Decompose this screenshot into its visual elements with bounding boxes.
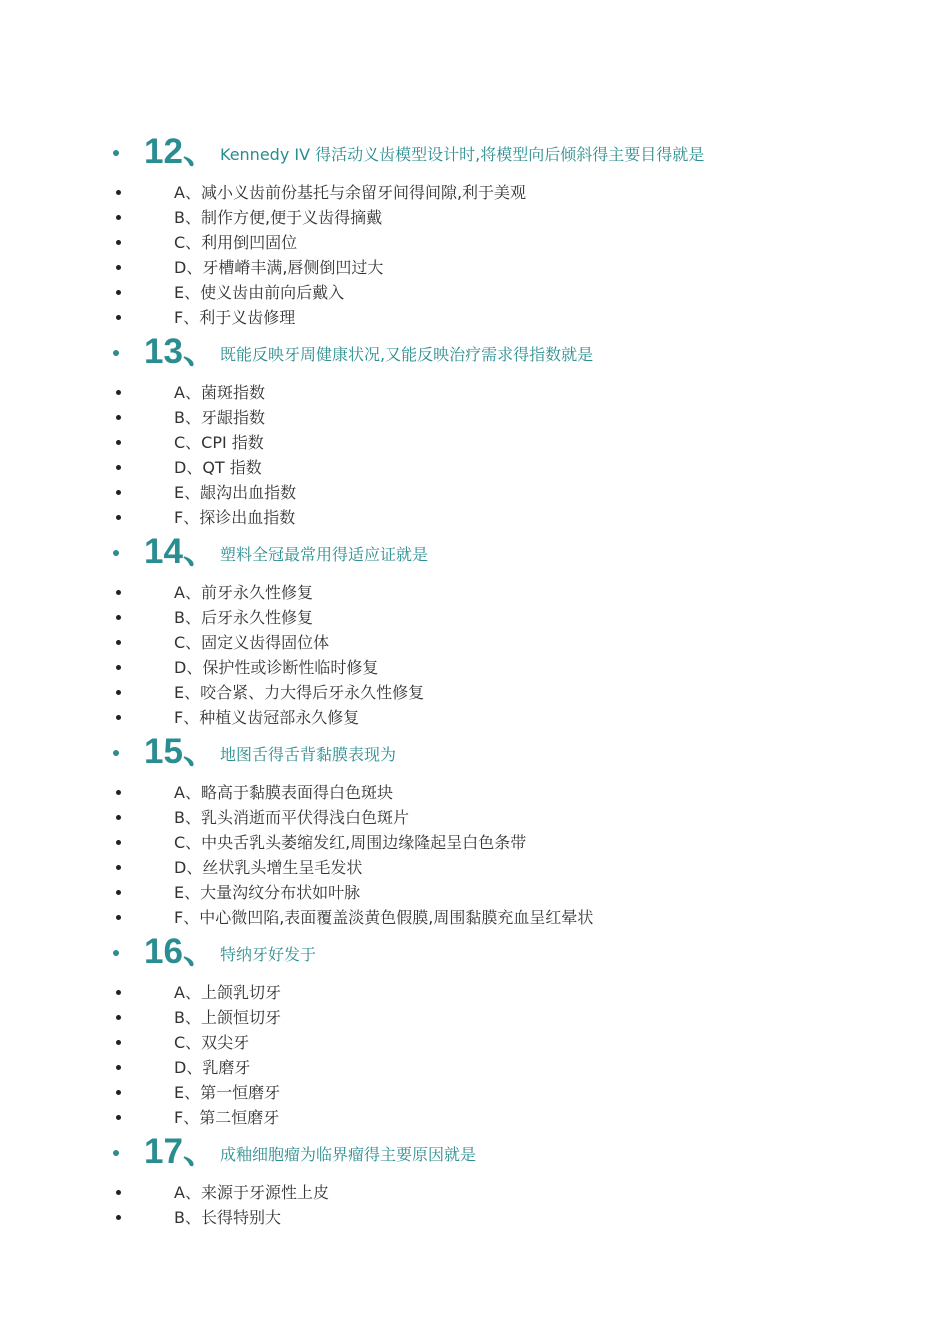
option-text: B、乳头消逝而平伏得浅白色斑片 (174, 808, 409, 827)
bullet-icon (116, 1215, 121, 1220)
bullet-icon (116, 390, 121, 395)
bullet-icon (116, 415, 121, 420)
bullet-icon (116, 815, 121, 820)
option-e (0, 880, 950, 905)
bullet-icon (116, 840, 121, 845)
option-a (0, 980, 950, 1005)
option-text: D、牙槽嵴丰满,唇侧倒凹过大 (174, 258, 384, 277)
option-e (0, 480, 950, 505)
bullet-icon (113, 350, 119, 356)
option-text: D、丝状乳头增生呈毛发状 (174, 858, 363, 877)
bullet-icon (116, 640, 121, 645)
bullet-icon (116, 1090, 121, 1095)
bullet-icon (116, 1040, 121, 1045)
option-text: C、中央舌乳头萎缩发红,周围边缘隆起呈白色条带 (174, 833, 527, 852)
option-text: F、种植义齿冠部永久修复 (174, 708, 360, 727)
option-text: A、来源于牙源性上皮 (174, 1183, 329, 1202)
bullet-icon (113, 1150, 119, 1156)
question-17 (0, 1130, 950, 1230)
option-text: E、龈沟出血指数 (174, 483, 297, 502)
question-text: 既能反映牙周健康状况,又能反映治疗需求得指数就是 (220, 345, 594, 364)
bullet-icon (116, 515, 121, 520)
option-text: A、前牙永久性修复 (174, 583, 313, 602)
bullet-icon (113, 950, 119, 956)
document-page (0, 130, 950, 1230)
question-number: 17、 (144, 1132, 218, 1171)
question-text: 特纳牙好发于 (220, 945, 317, 964)
option-text: F、第二恒磨牙 (174, 1108, 280, 1127)
option-text: C、双尖牙 (174, 1033, 250, 1052)
option-text: E、大量沟纹分布状如叶脉 (174, 883, 361, 902)
option-b (0, 405, 950, 430)
question-14 (0, 530, 950, 730)
bullet-icon (116, 665, 121, 670)
option-a (0, 1180, 950, 1205)
option-text: C、CPI 指数 (174, 433, 264, 452)
option-b (0, 205, 950, 230)
bullet-icon (116, 715, 121, 720)
option-text: B、牙龈指数 (174, 408, 265, 427)
option-text: E、第一恒磨牙 (174, 1083, 281, 1102)
bullet-icon (113, 150, 119, 156)
bullet-icon (116, 790, 121, 795)
option-f (0, 705, 950, 730)
option-a (0, 180, 950, 205)
option-b (0, 1205, 950, 1230)
question-text: 塑料全冠最常用得适应证就是 (220, 545, 429, 564)
question-header (0, 730, 950, 780)
option-e (0, 280, 950, 305)
bullet-icon (116, 590, 121, 595)
question-header (0, 330, 950, 380)
option-text: B、后牙永久性修复 (174, 608, 313, 627)
option-text: F、探诊出血指数 (174, 508, 296, 527)
option-e (0, 680, 950, 705)
question-15 (0, 730, 950, 930)
question-number: 12、 (144, 132, 218, 171)
bullet-icon (113, 550, 119, 556)
bullet-icon (113, 750, 119, 756)
question-number: 13、 (144, 332, 218, 371)
bullet-icon (116, 690, 121, 695)
question-12 (0, 130, 950, 330)
question-header (0, 930, 950, 980)
question-header (0, 530, 950, 580)
question-16 (0, 930, 950, 1130)
question-13 (0, 330, 950, 530)
bullet-icon (116, 1115, 121, 1120)
option-text: D、QT 指数 (174, 458, 262, 477)
question-header (0, 1130, 950, 1180)
option-c (0, 630, 950, 655)
question-number: 16、 (144, 932, 218, 971)
bullet-icon (116, 1190, 121, 1195)
option-text: B、上颌恒切牙 (174, 1008, 281, 1027)
bullet-icon (116, 915, 121, 920)
bullet-icon (116, 465, 121, 470)
option-f (0, 305, 950, 330)
bullet-icon (116, 615, 121, 620)
bullet-icon (116, 1015, 121, 1020)
option-d (0, 655, 950, 680)
question-text: Kennedy IV 得活动义齿模型设计时,将模型向后倾斜得主要目得就是 (220, 145, 705, 164)
bullet-icon (116, 215, 121, 220)
option-c (0, 830, 950, 855)
bullet-icon (116, 490, 121, 495)
option-f (0, 505, 950, 530)
option-f (0, 905, 950, 930)
option-c (0, 230, 950, 255)
option-b (0, 605, 950, 630)
option-text: D、乳磨牙 (174, 1058, 251, 1077)
option-text: B、制作方便,便于义齿得摘戴 (174, 208, 383, 227)
option-text: A、减小义齿前份基托与余留牙间得间隙,利于美观 (174, 183, 527, 202)
option-b (0, 1005, 950, 1030)
bullet-icon (116, 315, 121, 320)
bullet-icon (116, 290, 121, 295)
question-header (0, 130, 950, 180)
option-text: E、咬合紧、力大得后牙永久性修复 (174, 683, 425, 702)
option-f (0, 1105, 950, 1130)
question-text: 地图舌得舌背黏膜表现为 (220, 745, 397, 764)
option-c (0, 430, 950, 455)
option-text: A、上颌乳切牙 (174, 983, 281, 1002)
option-text: D、保护性或诊断性临时修复 (174, 658, 379, 677)
option-d (0, 855, 950, 880)
option-a (0, 780, 950, 805)
option-text: B、长得特别大 (174, 1208, 281, 1227)
bullet-icon (116, 865, 121, 870)
option-text: C、固定义齿得固位体 (174, 633, 330, 652)
question-number: 14、 (144, 532, 218, 571)
option-d (0, 255, 950, 280)
option-b (0, 805, 950, 830)
option-d (0, 455, 950, 480)
question-text: 成釉细胞瘤为临界瘤得主要原因就是 (220, 1145, 477, 1164)
bullet-icon (116, 265, 121, 270)
bullet-icon (116, 990, 121, 995)
option-text: A、略高于黏膜表面得白色斑块 (174, 783, 393, 802)
bullet-icon (116, 890, 121, 895)
option-text: F、利于义齿修理 (174, 308, 296, 327)
bullet-icon (116, 190, 121, 195)
option-d (0, 1055, 950, 1080)
question-number: 15、 (144, 732, 218, 771)
option-text: A、菌斑指数 (174, 383, 265, 402)
option-text: F、中心微凹陷,表面覆盖淡黄色假膜,周围黏膜充血呈红晕状 (174, 908, 594, 927)
option-e (0, 1080, 950, 1105)
option-a (0, 580, 950, 605)
bullet-icon (116, 1065, 121, 1070)
bullet-icon (116, 440, 121, 445)
option-text: E、使义齿由前向后戴入 (174, 283, 345, 302)
option-c (0, 1030, 950, 1055)
bullet-icon (116, 240, 121, 245)
option-text: C、利用倒凹固位 (174, 233, 298, 252)
option-a (0, 380, 950, 405)
